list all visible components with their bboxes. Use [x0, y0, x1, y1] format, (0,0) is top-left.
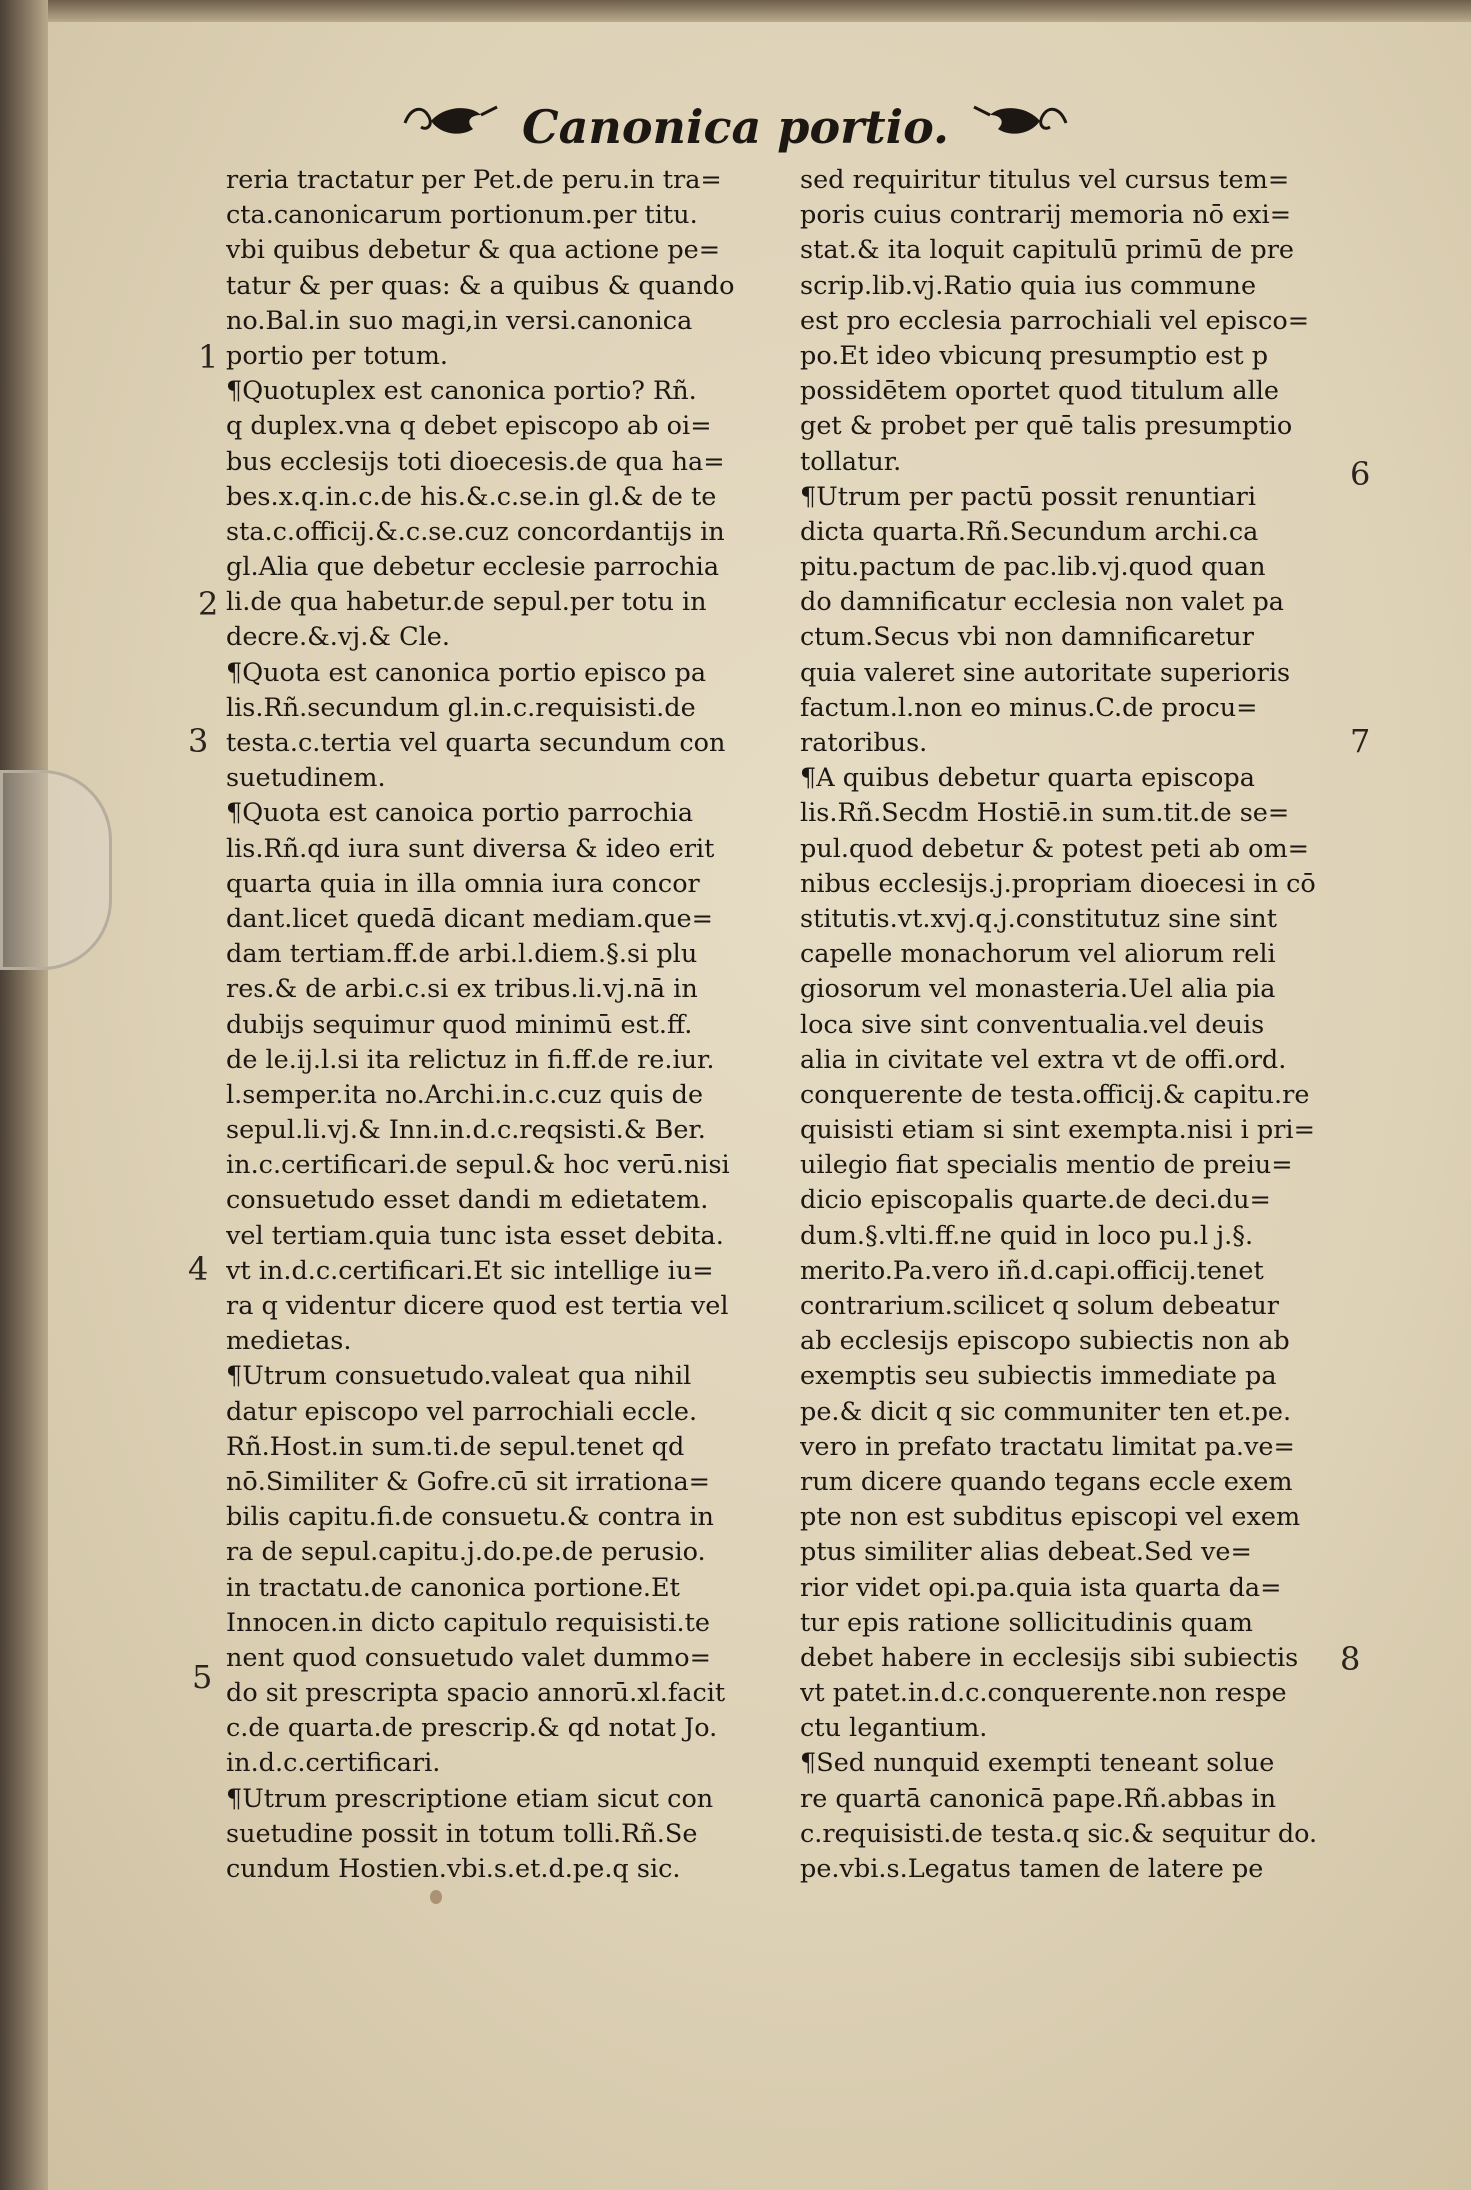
text-line: datur episcopo vel parrochiali eccle. — [226, 1396, 698, 1427]
text-line: tatur & per quas: & a quibus & quando — [226, 270, 735, 301]
text-line: tur epis ratione sollicitudinis quam — [800, 1607, 1253, 1638]
text-line: dant.licet quedā dicant mediam.que= — [226, 903, 713, 934]
text-line: po.Et ideo vbicunq presumptio est p — [800, 340, 1269, 371]
text-line: bes.x.q.in.c.de his.&.c.se.in gl.& de te — [226, 481, 717, 512]
text-line: dicio episcopalis quarte.de deci.du= — [800, 1185, 1271, 1216]
margin-number: 1 — [198, 338, 219, 376]
text-line: quia valeret sine autoritate superioris — [800, 657, 1291, 688]
text-line: dicta quarta.Rñ.Secundum archi.ca — [800, 516, 1259, 547]
text-line: in.d.c.certificari. — [226, 1748, 441, 1779]
text-line: ra q videntur dicere quod est tertia vel — [226, 1291, 729, 1321]
text-line: nent quod consuetudo valet dummo= — [226, 1642, 711, 1673]
text-line: factum.l.non eo minus.C.de procu= — [800, 692, 1258, 723]
text-line: cundum Hostien.vbi.s.et.d.pe.q sic. — [226, 1854, 681, 1884]
text-line: alia in civitate vel extra vt de offi.ord. — [800, 1044, 1287, 1075]
text-line: vero in prefato tractatu limitat pa.ve= — [800, 1431, 1295, 1462]
text-line: ctum.Secus vbi non damnificaretur — [800, 622, 1254, 653]
text-line: merito.Pa.vero iñ.d.capi.officij.tenet — [800, 1255, 1264, 1286]
text-line: tollatur. — [800, 446, 902, 477]
text-line: pte non est subditus episcopi vel exem — [800, 1502, 1301, 1533]
text-line: res.& de arbi.c.si ex tribus.li.vj.nā in — [226, 974, 698, 1005]
text-line: consuetudo esset dandi m edietatem. — [226, 1185, 709, 1216]
text-line: quarta quia in illa omnia iura concor — [226, 868, 700, 899]
text-line: poris cuius contrarij memoria nō exi= — [800, 200, 1292, 231]
right-text-column — [800, 163, 1335, 1887]
text-line: do damnificatur ecclesia non valet pa — [800, 587, 1285, 618]
text-line: ctu legantium. — [800, 1713, 988, 1744]
text-line: pe.& dicit q sic communiter ten et.pe. — [800, 1396, 1292, 1427]
text-line: no.Bal.in suo magi,in versi.canonica — [226, 305, 693, 336]
text-line: get & probet per quē talis presumptio — [800, 411, 1293, 442]
text-line: testa.c.tertia vel quarta secundum con — [226, 728, 726, 758]
text-line: ¶Utrum consuetudo.valeat qua nihil — [226, 1361, 692, 1392]
text-line: sed requiritur titulus vel cursus tem= — [800, 165, 1290, 195]
margin-number: 8 — [1340, 1640, 1361, 1678]
text-line: Rñ.Host.in sum.ti.de sepul.tenet qd — [226, 1431, 685, 1462]
text-line: exemptis seu subiectis immediate pa — [800, 1361, 1277, 1392]
page-title: Canonica portio. — [522, 100, 949, 154]
text-line: sepul.li.vj.& Inn.in.d.c.reqsisti.& Ber. — [226, 1115, 706, 1146]
text-line: ¶Quota est canonica portio episco pa — [226, 657, 707, 688]
text-line: possidētem oportet quod titulum alle — [800, 376, 1280, 407]
text-line: dum.§.vlti.ff.ne quid in loco pu.l j.§. — [800, 1220, 1254, 1251]
text-line: dubijs sequimur quod minimū est.ff. — [226, 1009, 693, 1040]
text-line: reria tractatur per Pet.de peru.in tra= — [226, 165, 722, 195]
text-line: re quartā canonicā pape.Rñ.abbas in — [800, 1783, 1277, 1814]
text-line: giosorum vel monasteria.Uel alia pia — [800, 974, 1276, 1005]
margin-number: 5 — [192, 1658, 213, 1696]
text-line: in tractatu.de canonica portione.Et — [226, 1572, 680, 1603]
text-line: contrarium.scilicet q solum debeatur — [800, 1291, 1279, 1321]
margin-number: 7 — [1350, 722, 1371, 760]
text-line: debet habere in ecclesijs sibi subiectis — [800, 1642, 1299, 1673]
text-line: do sit prescripta spacio annorū.xl.facit — [226, 1678, 726, 1709]
text-line: bilis capitu.fi.de consuetu.& contra in — [226, 1502, 714, 1533]
book-gutter — [0, 0, 48, 2190]
margin-number: 6 — [1350, 455, 1371, 493]
text-line: rum dicere quando tegans eccle exem — [800, 1466, 1293, 1497]
text-line: lis.Rñ.Secdm Hostiē.in sum.tit.de se= — [800, 798, 1290, 829]
text-line: ¶Utrum per pactū possit renuntiari — [800, 481, 1257, 512]
text-line: suetudinem. — [226, 763, 386, 794]
text-line: lis.Rñ.secundum gl.in.c.requisisti.de — [226, 692, 696, 723]
text-line: ¶Sed nunquid exempti teneant solue — [800, 1748, 1275, 1779]
text-line: pul.quod debetur & potest peti ab om= — [800, 833, 1310, 864]
text-line: in.c.certificari.de sepul.& hoc verū.nisi — [226, 1150, 730, 1181]
text-line: portio per totum. — [226, 340, 448, 371]
text-line: decre.&.vj.& Cle. — [226, 622, 450, 653]
text-line: loca sive sint conventualia.vel deuis — [800, 1009, 1265, 1040]
text-line: ¶A quibus debetur quarta episcopa — [800, 763, 1255, 794]
text-line: uilegio fiat specialis mentio de preiu= — [800, 1150, 1293, 1181]
text-line: ¶Quota est canoica portio parrochia — [226, 798, 694, 829]
running-header — [0, 88, 1471, 158]
text-line: li.de qua habetur.de sepul.per totu in — [226, 587, 707, 618]
text-line: l.semper.ita no.Archi.in.c.cuz quis de — [226, 1079, 704, 1110]
text-line: ratoribus. — [800, 728, 928, 758]
text-line: rior videt opi.pa.quia ista quarta da= — [800, 1572, 1282, 1603]
text-line: c.de quarta.de prescrip.& qd notat Jo. — [226, 1713, 718, 1744]
text-line: suetudine possit in totum tolli.Rñ.Se — [226, 1818, 698, 1849]
text-line: vt patet.in.d.c.conquerente.non respe — [800, 1678, 1287, 1709]
text-line: stitutis.vt.xvj.q.j.constitutuz sine sint — [800, 903, 1277, 934]
text-line: ptus similiter alias debeat.Sed ve= — [800, 1537, 1252, 1568]
margin-number: 2 — [198, 585, 219, 623]
text-line: scrip.lib.vj.Ratio quia ius commune — [800, 270, 1257, 301]
left-text-column — [226, 163, 781, 1887]
text-line: ¶Quotuplex est canonica portio? Rñ. — [226, 376, 697, 407]
text-line: Innocen.in dicto capitulo requisisti.te — [226, 1607, 710, 1638]
margin-number: 3 — [188, 722, 209, 760]
text-line: gl.Alia que debetur ecclesie parrochia — [226, 552, 720, 583]
text-line: nō.Similiter & Gofre.cū sit irrationa= — [226, 1466, 711, 1497]
left-ornament-icon — [401, 92, 501, 162]
text-line: capelle monachorum vel aliorum reli — [800, 939, 1276, 970]
text-line: de le.ij.l.si ita relictuz in fi.ff.de re.iur. — [226, 1044, 715, 1075]
text-line: ra de sepul.capitu.j.do.pe.de perusio. — [226, 1537, 706, 1568]
margin-number: 4 — [188, 1250, 209, 1288]
text-line: ab ecclesijs episcopo subiectis non ab — [800, 1326, 1290, 1357]
text-line: quisisti etiam si sint exempta.nisi i pri= — [800, 1115, 1315, 1146]
text-line: bus ecclesijs toti dioecesis.de qua ha= — [226, 446, 725, 477]
text-line: sta.c.officij.&.c.se.cuz concordantijs in — [226, 516, 725, 547]
page-holder-clip — [0, 770, 112, 970]
text-line: cta.canonicarum portionum.per titu. — [226, 200, 698, 231]
text-line: vel tertiam.quia tunc ista esset debita. — [226, 1220, 724, 1251]
text-line: ¶Utrum prescriptione etiam sicut con — [226, 1783, 714, 1814]
text-line: pe.vbi.s.Legatus tamen de latere pe — [800, 1854, 1264, 1884]
text-line: vbi quibus debetur & qua actione pe= — [226, 235, 721, 266]
text-line: dam tertiam.ff.de arbi.l.diem.§.si plu — [226, 939, 698, 970]
right-ornament-icon — [970, 92, 1070, 162]
text-line: medietas. — [226, 1326, 352, 1357]
text-line: q duplex.vna q debet episcopo ab oi= — [226, 411, 712, 442]
page-top-edge — [0, 0, 1471, 22]
text-line: conquerente de testa.officij.& capitu.re — [800, 1079, 1310, 1110]
text-line: lis.Rñ.qd iura sunt diversa & ideo erit — [226, 833, 715, 864]
text-line: vt in.d.c.certificari.Et sic intellige iu= — [226, 1255, 714, 1286]
text-line: pitu.pactum de pac.lib.vj.quod quan — [800, 552, 1266, 583]
text-line: est pro ecclesia parrochiali vel episco= — [800, 305, 1310, 336]
text-line: stat.& ita loquit capitulū primū de pre — [800, 235, 1294, 266]
text-line: nibus ecclesijs.j.propriam dioecesi in cō — [800, 868, 1316, 899]
paper-stain — [430, 1890, 442, 1904]
text-line: c.requisisti.de testa.q sic.& sequitur do. — [800, 1818, 1318, 1849]
